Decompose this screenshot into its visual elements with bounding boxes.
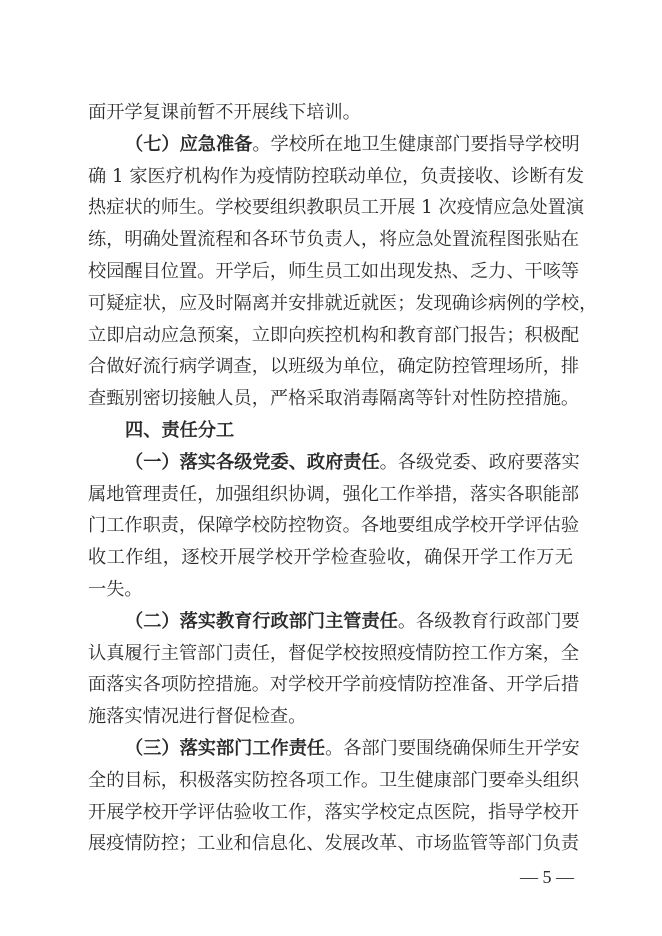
- paragraph-title: （一）落实各级党委、政府责任: [125, 451, 380, 473]
- text-line: [88, 638, 580, 670]
- text-line: [88, 828, 580, 860]
- line-text: 收工作组，逐校开展学校开学检查验收，确保开学工作万无: [88, 547, 573, 569]
- line-text: 校园醒目位置。开学后，师生员工如出现发热、乏力、干咳等: [88, 260, 580, 282]
- text-line: [88, 797, 580, 829]
- text-line: [88, 256, 580, 288]
- line-text: 施落实情况进行督促检查。: [88, 706, 307, 728]
- page-number: — 5 —: [520, 867, 574, 887]
- line-text: 。学校所在地卫生健康部门要指导学校明: [252, 133, 580, 155]
- line-text: 面开学复课前暂不开展线下培训。: [88, 102, 361, 123]
- line-text: 练，明确处置流程和各环节负责人，将应急处置流程图张贴在: [88, 229, 580, 251]
- line-text: 面落实各项防控措施。对学校开学前疫情防控准备、开学后措: [88, 674, 580, 696]
- text-line: [88, 510, 580, 542]
- line-text: 确 1 家医疗机构作为疫情防控联动单位，负责接收、诊断有发: [88, 165, 585, 187]
- document-body: [88, 97, 598, 860]
- text-line: [88, 192, 585, 224]
- text-line: [88, 383, 580, 415]
- text-line: [88, 669, 580, 701]
- text-line: [88, 733, 580, 765]
- line-text: 热症状的师生。学校要组织教职员工开展 1 次疫情应急处置演: [88, 197, 585, 219]
- text-line: [88, 224, 580, 256]
- text-line: [88, 97, 573, 129]
- text-line: [88, 574, 573, 606]
- section-heading-text: 四、责任分工: [125, 419, 235, 441]
- text-line: [88, 129, 580, 161]
- line-text: 展疫情防控；工业和信息化、发展改革、市场监管等部门负责: [88, 833, 580, 855]
- line-text: 门工作职责，保障学校防控物资。各地要组成学校开学评估验: [88, 515, 580, 537]
- text-line: [88, 351, 580, 383]
- line-text: 开展学校开学评估验收工作，落实学校定点医院，指导学校开: [88, 801, 580, 823]
- text-line: [88, 606, 580, 638]
- line-text: 一失。: [88, 578, 143, 600]
- text-line: [88, 479, 580, 511]
- text-line: [88, 701, 573, 733]
- line-text: 立即启动应急预案，立即向疾控机构和教育部门报告；积极配: [88, 324, 580, 346]
- text-line: [88, 765, 580, 797]
- paragraph-title: （七）应急准备: [125, 133, 253, 155]
- line-text: 。各部门要围绕确保师生开学安: [325, 737, 580, 759]
- text-line: [88, 288, 598, 320]
- line-text: 属地管理责任，加强组织协调，强化工作举措，落实各职能部: [88, 483, 580, 505]
- text-line: [88, 542, 573, 574]
- section-heading: [88, 415, 573, 447]
- text-line: [88, 320, 580, 352]
- text-line: [88, 447, 580, 479]
- line-text: 。各级教育行政部门要: [397, 610, 580, 632]
- line-text: 。各级党委、政府要落实: [379, 451, 580, 473]
- line-text: 认真履行主管部门责任，督促学校按照疫情防控工作方案，全: [88, 642, 580, 664]
- line-text: 合做好流行病学调查，以班级为单位，确定防控管理场所，排: [88, 356, 580, 378]
- paragraph-title: （三）落实部门工作责任: [125, 737, 326, 759]
- line-text: 查甄别密切接触人员，严格采取消毒隔离等针对性防控措施。: [88, 388, 580, 410]
- paragraph-title: （二）落实教育行政部门主管责任: [125, 610, 398, 632]
- text-line: [88, 161, 585, 193]
- line-text: 可疑症状，应及时隔离并安排就近就医；发现确诊病例的学校，: [88, 292, 598, 314]
- line-text: 全的目标，积极落实防控各项工作。卫生健康部门要牵头组织: [88, 769, 580, 791]
